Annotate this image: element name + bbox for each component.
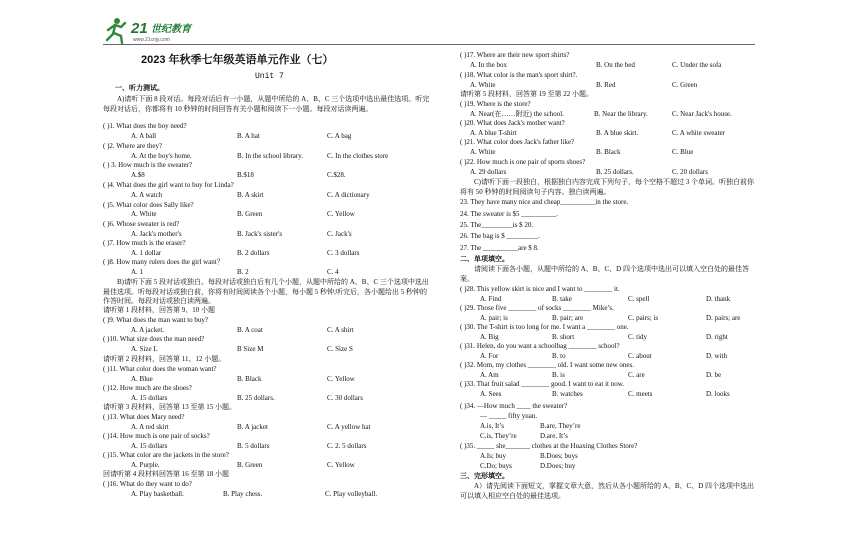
- answer-option-c: C. Yellow: [327, 461, 355, 469]
- answer-option-d: D.Does; buy: [540, 462, 576, 470]
- question-stem: ( )17. Where are their new sport shirts?: [460, 51, 570, 59]
- answer-option-c: C. spell: [628, 295, 650, 303]
- question-stem: ( )18. What color is the man's sport shirt?.: [460, 71, 578, 79]
- answer-option-c: C. tidy: [628, 333, 648, 341]
- answer-option-c: C.is, They’re: [480, 432, 517, 440]
- publisher-logo: [103, 14, 221, 46]
- answer-option-b: B. short: [552, 333, 575, 341]
- answer-option-a: A. Sees: [480, 390, 502, 398]
- answer-option-b: B. Near the library.: [594, 110, 648, 118]
- section-a-instructions: A)请听下面 8 段对话。每段对话后有一小题，从题中所给的 A、B、C 三个选项中选出最佳选项。听完每段对话后，你都将有 10 秒钟的时间回答有关小题和阅读下一小题。每段对话读两遍。: [103, 95, 430, 113]
- answer-option-c: C. 3 dollars: [327, 249, 360, 257]
- answer-option-a: A. A ball: [131, 132, 157, 140]
- answer-option-a: A. White: [470, 148, 496, 156]
- fill-in-sentence: 25. The_________is $ 20.: [460, 221, 534, 229]
- answer-option-b: B.are, They’re: [540, 422, 581, 430]
- fill-in-sentence: 26. The bag is $ _________.: [460, 232, 540, 240]
- answer-option-c: C. 2. 5 dollars: [327, 442, 367, 450]
- answer-option-b: B. A skirt: [237, 191, 264, 199]
- answer-option-b: B. A coat: [237, 326, 263, 334]
- answer-option-b: B. 5 dollars: [237, 442, 270, 450]
- answer-option-c: C. Green: [672, 81, 698, 89]
- answer-option-c: C. Yellow: [327, 375, 355, 383]
- answer-option-b: B. 2 dollars: [237, 249, 270, 257]
- answer-option-b: B.$18: [237, 171, 254, 179]
- answer-option-b: B. In the school library.: [237, 152, 304, 160]
- answer-option-b: B. A hat: [237, 132, 260, 140]
- question-stem: ( )9. What does the man want to buy?: [103, 316, 209, 324]
- answer-option-a: A. In the box: [470, 61, 507, 69]
- answer-option-a: A. Find: [480, 295, 502, 303]
- answer-option-d: D. with: [706, 352, 727, 360]
- answer-option-a: A. A red skirt: [131, 423, 169, 431]
- answer-option-b: B. 25 dollars.: [596, 168, 634, 176]
- answer-option-c: C.Do; buys: [480, 462, 512, 470]
- answer-option-c: C. A bag: [327, 132, 352, 140]
- answer-option-c: C. Yellow: [327, 210, 355, 218]
- question-stem: ( )6. Whose sweater is red?: [103, 220, 180, 228]
- passage-instruction: 请听第 1 段材料，回答第 9、10 小题: [103, 306, 215, 314]
- answer-option-a: A. 15 dollars: [131, 442, 168, 450]
- question-stem: ( )21. What color does Jack's father like?: [460, 138, 575, 146]
- answer-option-b: B. On the bed: [596, 61, 635, 69]
- question-stem: ( )16. What do they want to do?: [103, 480, 192, 488]
- answer-option-a: A. Blue: [131, 375, 153, 383]
- answer-option-c: C. 4: [327, 268, 339, 276]
- answer-option-b: B. 2: [237, 268, 249, 276]
- question-stem: ( )19. Where is the store?: [460, 100, 531, 108]
- answer-option-a: A. Big: [480, 333, 499, 341]
- answer-option-b: B. A blue skirt.: [596, 129, 639, 137]
- runner-icon: [103, 14, 221, 46]
- answer-option-c: C. 20 dollars: [672, 168, 708, 176]
- question-stem: ( )28. This yellow skirt is nice and I want to ________ it.: [460, 285, 620, 293]
- question-stem: ( )33. That fruit salad ________ good. I want to eat it now.: [460, 380, 625, 388]
- question-stem: ( )22. How much is one pair of sports shoes?: [460, 158, 586, 166]
- question-stem: ( )4. What does the girl want to buy for Linda?: [103, 181, 234, 189]
- section-heading-cloze: 三、完形填空。: [460, 473, 509, 480]
- answer-option-c: C. meets: [628, 390, 653, 398]
- answer-option-b: B. pair; are: [552, 314, 584, 322]
- answer-option-b: B. Green: [237, 210, 263, 218]
- answer-option-c: C. Play volleyball.: [325, 490, 378, 498]
- question-stem: ( )35. _____ she_______ clothes at the Huaxing Clothes Store?: [460, 442, 638, 450]
- question-stem: ( )8. How many rulers does the girl want？: [103, 258, 224, 266]
- answer-option-c: C. about: [628, 352, 652, 360]
- question-stem: ( )10. What size does the man need?: [103, 335, 205, 343]
- answer-option-a: A. Play basketball.: [131, 490, 184, 498]
- svg-text:21: 21: [131, 20, 148, 37]
- answer-option-b: B. Play chess.: [223, 490, 263, 498]
- answer-option-a: A. 29 dollars: [470, 168, 507, 176]
- answer-option-a: A.$8: [131, 171, 145, 179]
- answer-option-b: B. 25 dollars.: [237, 394, 275, 402]
- header-rule: [103, 44, 755, 45]
- section-2-instructions: 请阅读下面各小题，从题中所给的 A、B、C、D 四个选项中选出可以填入空白处的最佳答案。: [460, 265, 749, 283]
- fill-in-sentence: 24. The sweater is $5 __________.: [460, 210, 559, 218]
- answer-option-c: C. A shirt: [327, 326, 354, 334]
- answer-option-c: C. A dictionary: [327, 191, 370, 199]
- answer-option-d: D. looks: [706, 390, 730, 398]
- section-b-instructions: B)请听下面 5 段对话或独白。每段对话或独白后有几个小题，从题中所给的 A、B、C 三个选项中选出最佳选项。听每段对话或独白前，你将有时间阅读各个小题，每小题 5 秒钟;听完后，各小题给出 5 秒钟的作答时间。每段对话或独白读两遍。: [103, 278, 429, 305]
- answer-option-a: A. pair; is: [480, 314, 508, 322]
- answer-option-b: B. Jack's sister's: [237, 230, 283, 238]
- answer-option-c: C. In the clothes store: [327, 152, 389, 160]
- answer-option-b: B. is: [552, 371, 565, 379]
- answer-option-b: B. to: [552, 352, 566, 360]
- question-stem: ( )29. Those five ________ of socks ________ Mike’s.: [460, 304, 614, 312]
- svg-text:世纪教育: 世纪教育: [151, 24, 191, 35]
- passage-instruction: 请听第 3 段材料，回答第 13 至第 15 小题。: [103, 403, 236, 411]
- answer-option-a: A. Jack's mother's: [131, 230, 182, 238]
- answer-option-c: C. pairs; is: [628, 314, 659, 322]
- svg-text:www.21cnjy.com: www.21cnjy.com: [133, 37, 170, 43]
- section-c-instructions: C)请听下面一段独白，根据独白内容完成下列句子，每个空格不超过 3 个单词。听独白前你将有 50 秒钟的时间阅读句子内容。独白读两遍。: [460, 178, 754, 196]
- answer-option-d: D. pairs; are: [706, 314, 741, 322]
- question-stem: ( )31. Helen, do you want a schoolbag ________ school?: [460, 342, 620, 350]
- question-stem: ( ) 3. How much is the sweater?: [103, 161, 193, 169]
- answer-option-c: C. Blue: [672, 148, 694, 156]
- answer-option-c: C. Near Jack's house.: [672, 110, 732, 118]
- answer-option-b: B. Green: [237, 461, 263, 469]
- answer-option-a: A. Am: [480, 371, 499, 379]
- answer-option-b: B. Black: [596, 148, 621, 156]
- answer-option-a: A. At the boy's home.: [131, 152, 192, 160]
- answer-option-c: C. Size S: [327, 345, 353, 353]
- answer-option-b: B. Black: [237, 375, 262, 383]
- answer-option-a: A. A jacket.: [131, 326, 165, 334]
- question-stem: ( )12. How much are the shoes?: [103, 384, 192, 392]
- answer-option-c: C. are: [628, 371, 645, 379]
- answer-option-c: C. 30 dollars: [327, 394, 363, 402]
- question-stem: ( )5. What color does Sally like?: [103, 201, 194, 209]
- answer-option-a: A. 15 dollars: [131, 394, 168, 402]
- section-heading-listening: 一、听力测试。: [115, 85, 164, 92]
- answer-option-b: B. A jacket: [237, 423, 268, 431]
- answer-option-c: C. A yellow hat: [327, 423, 371, 431]
- answer-option-a: A. White: [131, 210, 157, 218]
- question-stem: ( )1. What does the boy need?: [103, 122, 187, 130]
- answer-option-b: B Size M: [237, 345, 264, 353]
- answer-option-b: B. take: [552, 295, 572, 303]
- section-heading-single-choice: 二、单项填空。: [460, 256, 509, 263]
- answer-option-d: D. thank: [706, 295, 731, 303]
- passage-instruction: 回请听第 4 段材料回答第 16 至第 18 小题: [103, 470, 229, 478]
- question-stem: ( )20. What does Jack's mother want?: [460, 119, 565, 127]
- answer-option-c: C.$28.: [327, 171, 346, 179]
- question-stem: ( )2. Where are they?: [103, 142, 163, 150]
- question-stem: ( )14. How much is one pair of socks?: [103, 432, 210, 440]
- answer-option-a: A. Size L: [131, 345, 158, 353]
- answer-option-a: A. 1 dollar: [131, 249, 162, 257]
- answer-option-b: B. Red: [596, 81, 616, 89]
- answer-option-c: C. A white sweater: [672, 129, 725, 137]
- answer-option-a: A. For: [480, 352, 499, 360]
- fill-in-sentence: 27. The __________are $ 8.: [460, 244, 539, 252]
- answer-option-a: A. Purple.: [131, 461, 160, 469]
- answer-option-a: A.Is; buy: [480, 452, 507, 460]
- answer-option-c: C. Under the sofa: [672, 61, 722, 69]
- answer-option-a: A. A blue T-shirt: [470, 129, 517, 137]
- question-stem: ( )7. How much is the eraser?: [103, 239, 186, 247]
- question-stem: ( )11. What color does the woman want?: [103, 365, 217, 373]
- unit-label: Unit 7: [255, 72, 284, 81]
- question-stem: ( )32. Mom, my clothes ________ old. I want some new ones.: [460, 361, 635, 369]
- answer-option-c: C. Jack's: [327, 230, 352, 238]
- answer-option-b: B. watches: [552, 390, 583, 398]
- answer-option-a: A. 1: [131, 268, 144, 276]
- page-title: 2023 年秋季七年级英语单元作业（七）: [141, 54, 334, 66]
- answer-option-d: D. be: [706, 371, 722, 379]
- question-stem: ( )15. What color are the jackets in the store?: [103, 451, 229, 459]
- passage-instruction: 请听第 5 段材料，回答第 19 至第 22 小题。: [460, 90, 593, 98]
- question-stem-line2: — _____ fifty yuan.: [480, 412, 538, 420]
- answer-option-a: A.is, It’s: [480, 422, 504, 430]
- answer-option-a: A. A watch: [131, 191, 163, 199]
- passage-instruction: 请听第 2 段材料，回答第 11、12 小题。: [103, 355, 226, 363]
- answer-option-d: D. right: [706, 333, 728, 341]
- question-stem: ( )34. —How much ____ the sweater?: [460, 402, 568, 410]
- answer-option-a: A. White: [470, 81, 496, 89]
- question-stem: ( )13. What does Mary need?: [103, 413, 185, 421]
- section-3-instructions: A）请先阅读下面短文，掌握文章大意，然后从各小题所给的 A、B、C、D 四个选项中选出可以填入相应空白处的最佳选项。: [460, 482, 755, 500]
- question-stem: ( )30. The T-shirt is too long for me. I want a ________ one.: [460, 323, 629, 331]
- answer-option-d: D.are, It’s: [540, 432, 568, 440]
- answer-option-a: A. Near(在……附近) the school.: [470, 110, 564, 118]
- fill-in-sentence: 23. They have many nice and cheap__________in the store.: [460, 198, 629, 206]
- answer-option-b: B.Does; buys: [540, 452, 578, 460]
